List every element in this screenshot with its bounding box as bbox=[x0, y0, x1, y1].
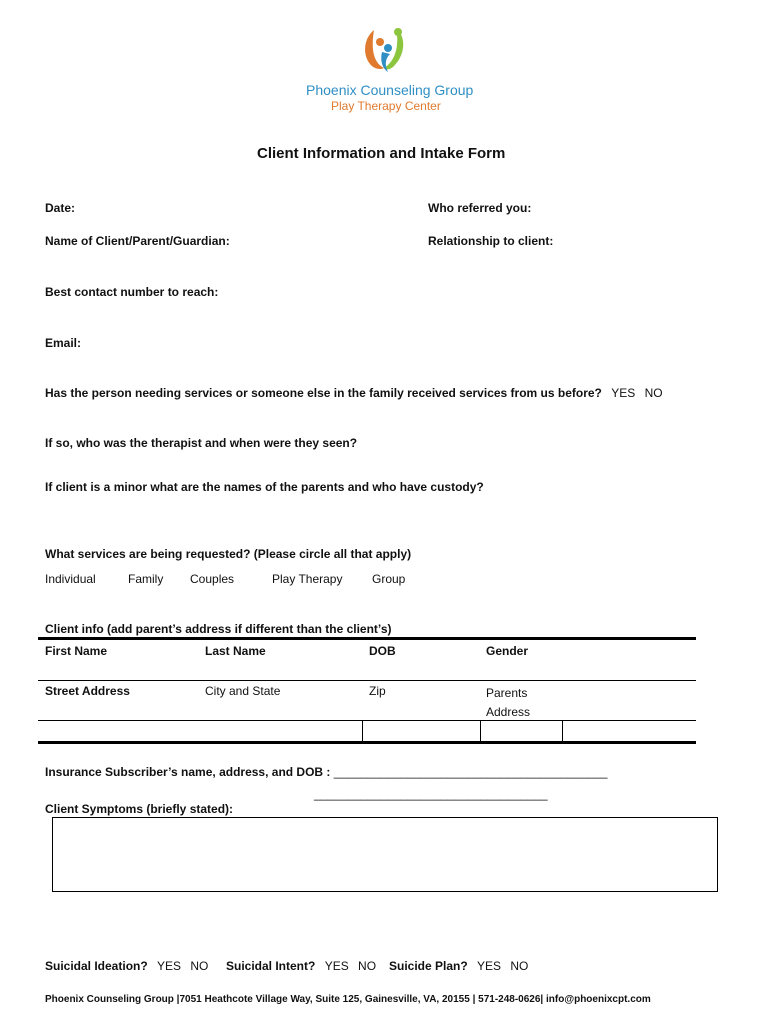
logo-subtitle: Play Therapy Center bbox=[331, 99, 441, 113]
services-question: What services are being requested? (Please circle all that apply) bbox=[45, 547, 412, 561]
service-option-family[interactable]: Family bbox=[128, 572, 164, 586]
col-first-name: First Name bbox=[45, 644, 108, 658]
ideation-no-option[interactable]: NO bbox=[190, 959, 209, 973]
col-city-state: City and State bbox=[205, 684, 281, 698]
relationship-label: Relationship to client: bbox=[428, 234, 554, 248]
suicide-plan-row bbox=[389, 959, 528, 973]
col-parents-address: Parents Address bbox=[486, 686, 531, 719]
symptoms-label: Client Symptoms (briefly stated): bbox=[45, 802, 234, 816]
table-divider-2 bbox=[480, 720, 481, 742]
symptoms-textbox[interactable] bbox=[52, 817, 718, 892]
col-street-address: Street Address bbox=[45, 684, 130, 698]
prior-services-question bbox=[45, 386, 663, 400]
insurance-label: Insurance Subscriber’s name, address, and DOB : bbox=[45, 765, 331, 779]
plan-yes-option[interactable]: YES bbox=[477, 959, 502, 973]
suicidal-intent-label: Suicidal Intent? bbox=[226, 959, 316, 973]
table-row-rule bbox=[38, 680, 696, 681]
logo-company-name: Phoenix Counseling Group bbox=[306, 82, 474, 98]
col-last-name: Last Name bbox=[205, 644, 266, 658]
therapist-question: If so, who was the therapist and when were they seen? bbox=[45, 436, 358, 450]
minor-question: If client is a minor what are the names of the parents and who have custody? bbox=[45, 480, 484, 494]
contact-number-label: Best contact number to reach: bbox=[45, 285, 219, 299]
col-zip: Zip bbox=[369, 684, 386, 698]
table-bottom-rule bbox=[38, 741, 696, 744]
table-input-top-rule bbox=[38, 720, 696, 721]
prior-no-option[interactable]: NO bbox=[644, 386, 663, 400]
intent-no-option[interactable]: NO bbox=[358, 959, 377, 973]
phoenix-logo-icon bbox=[360, 24, 410, 80]
prior-yes-option[interactable]: YES bbox=[611, 386, 636, 400]
suicidal-intent-row bbox=[226, 959, 376, 973]
suicidal-ideation-label: Suicidal Ideation? bbox=[45, 959, 148, 973]
service-option-play-therapy[interactable]: Play Therapy bbox=[272, 572, 343, 586]
col-dob: DOB bbox=[369, 644, 396, 658]
plan-no-option[interactable]: NO bbox=[510, 959, 529, 973]
suicide-plan-label: Suicide Plan? bbox=[389, 959, 468, 973]
name-label: Name of Client/Parent/Guardian: bbox=[45, 234, 230, 248]
col-gender: Gender bbox=[486, 644, 529, 658]
table-top-rule bbox=[38, 637, 696, 640]
footer-contact: Phoenix Counseling Group |7051 Heathcote Village Way, Suite 125, Gainesville, VA, 20155 | 571-248-0626| info@phoenixcpt.com bbox=[45, 994, 651, 1005]
prior-services-text: Has the person needing services or someone else in the family received services from us before? bbox=[45, 386, 602, 400]
insurance-line-row bbox=[45, 765, 607, 779]
date-label: Date: bbox=[45, 201, 76, 215]
suicidal-ideation-row bbox=[45, 959, 208, 973]
insurance-input-line-2[interactable]: ___________________________________ bbox=[314, 787, 548, 801]
referred-label: Who referred you: bbox=[428, 201, 532, 215]
insurance-input-line-1[interactable]: _________________________________________ bbox=[333, 765, 608, 779]
email-label: Email: bbox=[45, 336, 82, 350]
ideation-yes-option[interactable]: YES bbox=[157, 959, 182, 973]
service-option-group[interactable]: Group bbox=[372, 572, 406, 586]
intent-yes-option[interactable]: YES bbox=[324, 959, 349, 973]
service-option-couples[interactable]: Couples bbox=[190, 572, 235, 586]
form-title: Client Information and Intake Form bbox=[257, 145, 506, 162]
table-divider-1 bbox=[362, 720, 363, 742]
table-divider-3 bbox=[562, 720, 563, 742]
client-info-heading: Client info (add parent’s address if different than the client’s) bbox=[45, 622, 392, 636]
service-option-individual[interactable]: Individual bbox=[45, 572, 96, 586]
